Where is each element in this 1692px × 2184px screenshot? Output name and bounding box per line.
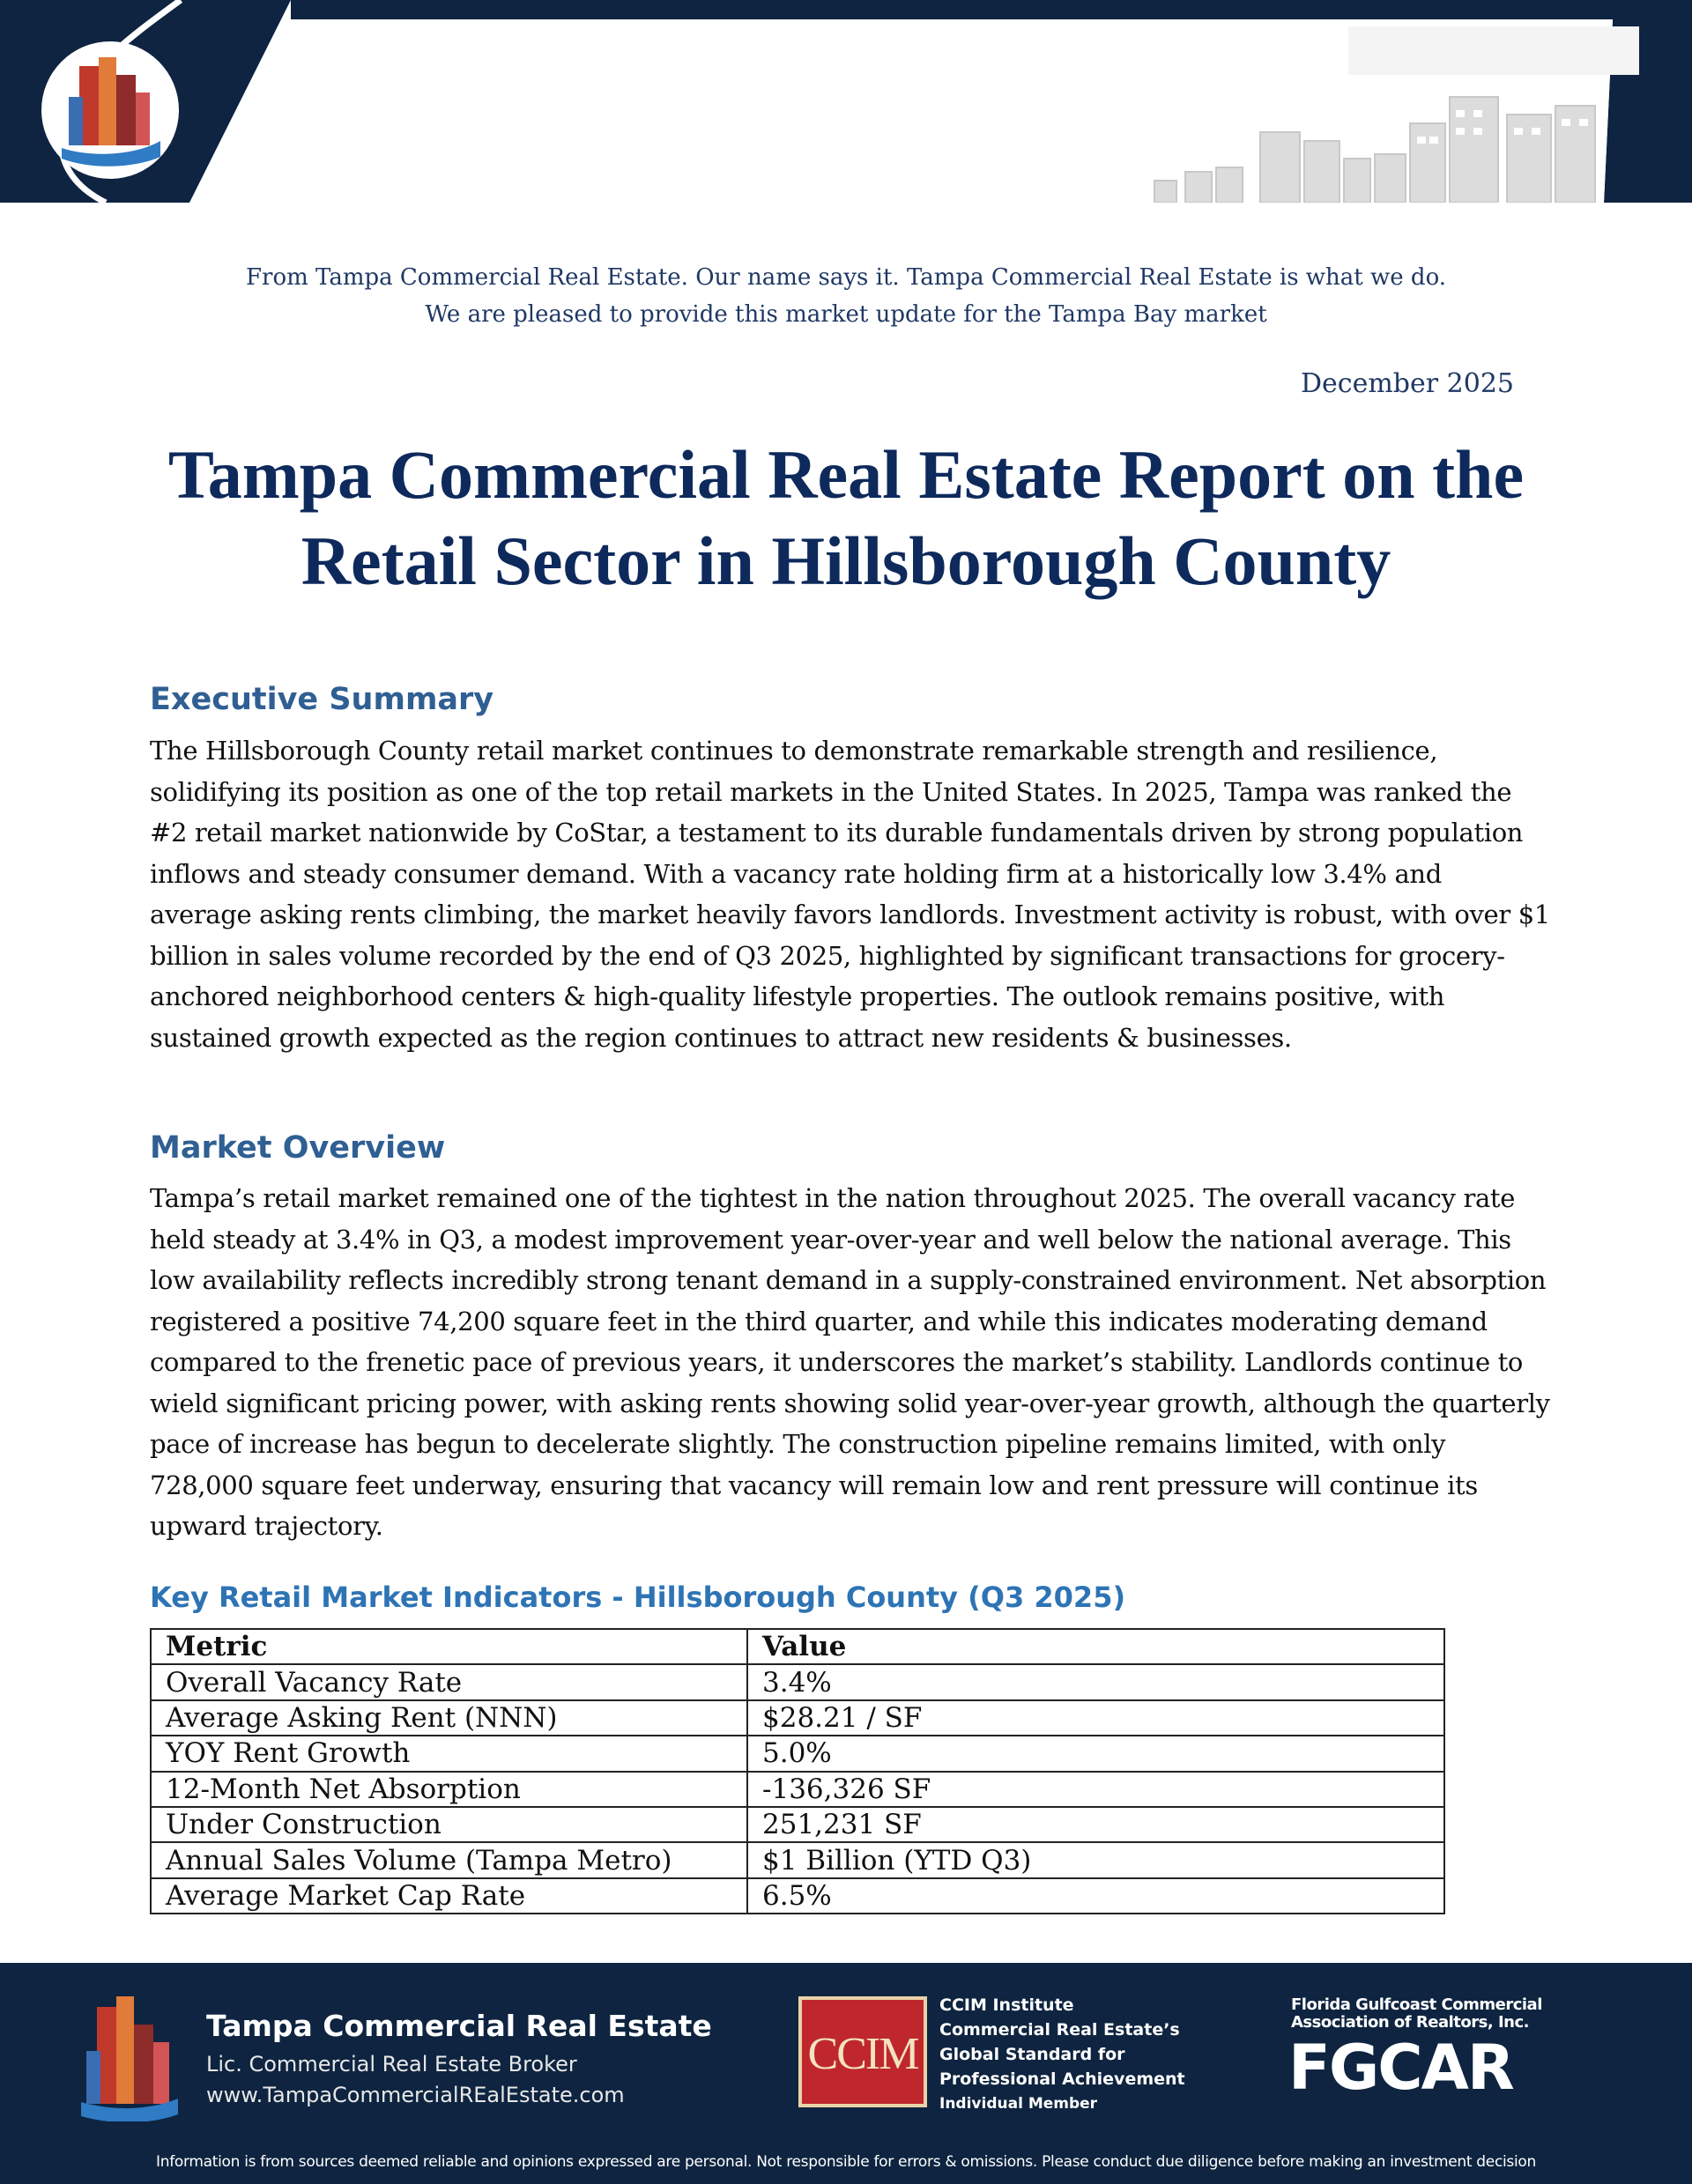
ccim-line: Global Standard for — [939, 2045, 1125, 2064]
metric-cell: YOY Rent Growth — [151, 1736, 747, 1771]
footer — [0, 1963, 1692, 2184]
report-title — [0, 432, 1692, 604]
footer-company-name: Tampa Commercial Real Estate — [206, 2009, 712, 2043]
metric-cell: Average Market Cap Rate — [151, 1878, 747, 1914]
fgcar-logo: FGCAR — [1288, 2032, 1513, 2104]
table-row — [151, 1664, 1444, 1699]
tagline-line-2: We are pleased to provide this market update for the Tampa Bay market — [425, 301, 1267, 328]
ccim-logo-text: CCIM — [807, 2029, 918, 2079]
footer-website-link[interactable]: www.TampaCommercialREalEstate.com — [206, 2083, 625, 2107]
ccim-description — [939, 1993, 1185, 2116]
table-row — [151, 1772, 1444, 1807]
metric-cell: Annual Sales Volume (Tampa Metro) — [151, 1842, 747, 1877]
metric-cell: Under Construction — [151, 1807, 747, 1842]
value-cell: $1 Billion (YTD Q3) — [747, 1842, 1444, 1877]
value-cell: $28.21 / SF — [747, 1700, 1444, 1736]
company-logo-icon — [78, 1989, 183, 2121]
fgcar-name-line-2: Association of Realtors, Inc. — [1291, 2013, 1529, 2032]
ccim-line: CCIM Institute — [939, 1995, 1074, 2015]
value-cell: 6.5% — [747, 1878, 1444, 1914]
table-header-row — [151, 1629, 1444, 1664]
table-row — [151, 1807, 1444, 1842]
skyline-banner-graphic — [0, 0, 1692, 203]
value-cell: 251,231 SF — [747, 1807, 1444, 1842]
executive-summary-body: The Hillsborough County retail market continues to demonstrate remarkable strength and resilience, solidifying its position as one of the top retail markets in the United States. In 2025, Tampa was ranked the #2 retail market nationwide by CoStar, a testament to its durable fundamentals driven by strong population inflows and steady consumer demand. With a vacancy rate holding firm at a historically low 3.4% and average asking rents climbing, the market heavily favors landlords. Investment activity is robust, with over $1 billion in sales volume recorded by the end of Q3 2025, highlighted by significant transactions for grocery-anchored neighborhood centers & high-quality lifestyle properties. The outlook remains positive, with sustained growth expected as the region continues to attract new residents & businesses. — [150, 736, 1550, 1053]
executive-summary-heading: Executive Summary — [150, 682, 494, 717]
fgcar-name-line-1: Florida Gulfcoast Commercial — [1291, 1995, 1542, 2014]
ccim-line: Professional Achievement — [939, 2069, 1185, 2089]
indicators-table — [150, 1628, 1445, 1914]
fgcar-association-name — [1291, 1996, 1542, 2032]
metric-cell: Average Asking Rent (NNN) — [151, 1700, 747, 1736]
report-title-line-2: Retail Sector in Hillsborough County — [301, 522, 1391, 599]
table-row — [151, 1842, 1444, 1877]
footer-disclaimer: Information is from sources deemed reliable and opinions expressed are personal. Not responsible for errors & omissions. Please conduct due diligence before making an investment decision — [156, 2153, 1536, 2171]
value-cell: 3.4% — [747, 1664, 1444, 1699]
market-overview-heading: Market Overview — [150, 1130, 446, 1166]
report-date: December 2025 — [1301, 368, 1514, 399]
report-title-line-1: Tampa Commercial Real Estate Report on the — [167, 436, 1525, 513]
metric-cell: Overall Vacancy Rate — [151, 1664, 747, 1699]
footer-license: Lic. Commercial Real Estate Broker — [206, 2052, 577, 2077]
market-overview-body: Tampa’s retail market remained one of the tightest in the nation throughout 2025. The overall vacancy rate held steady at 3.4% in Q3, a modest improvement year-over-year and well below the national average. This low availability reflects incredibly strong tenant demand in a supply-constrained environment. Net absorption registered a positive 74,200 square feet in the third quarter, and while this indicates moderating demand compared to the frenetic pace of previous years, it underscores the market’s stability. Landlords continue to wield significant pricing power, with asking rents showing solid year-over-year growth, although the quarterly pace of increase has begun to decelerate slightly. The construction pipeline remains limited, with only 728,000 square feet underway, ensuring that vacancy will remain low and rent pressure will continue its upward trajectory. — [150, 1183, 1550, 1541]
column-header-metric: Metric — [151, 1629, 747, 1664]
ccim-logo — [798, 1996, 927, 2107]
table-row — [151, 1736, 1444, 1771]
header-banner — [0, 0, 1692, 203]
ccim-line: Commercial Real Estate’s — [939, 2020, 1180, 2040]
column-header-value: Value — [747, 1629, 1444, 1664]
value-cell: -136,326 SF — [747, 1772, 1444, 1807]
ccim-line: Individual Member — [939, 2095, 1098, 2113]
table-row — [151, 1878, 1444, 1914]
indicators-table-title: Key Retail Market Indicators - Hillsborough County (Q3 2025) — [150, 1581, 1126, 1614]
value-cell: 5.0% — [747, 1736, 1444, 1771]
metric-cell: 12-Month Net Absorption — [151, 1772, 747, 1807]
tagline-line-1: From Tampa Commercial Real Estate. Our name says it. Tampa Commercial Real Estate is what we do. — [245, 264, 1447, 291]
table-row — [151, 1700, 1444, 1736]
